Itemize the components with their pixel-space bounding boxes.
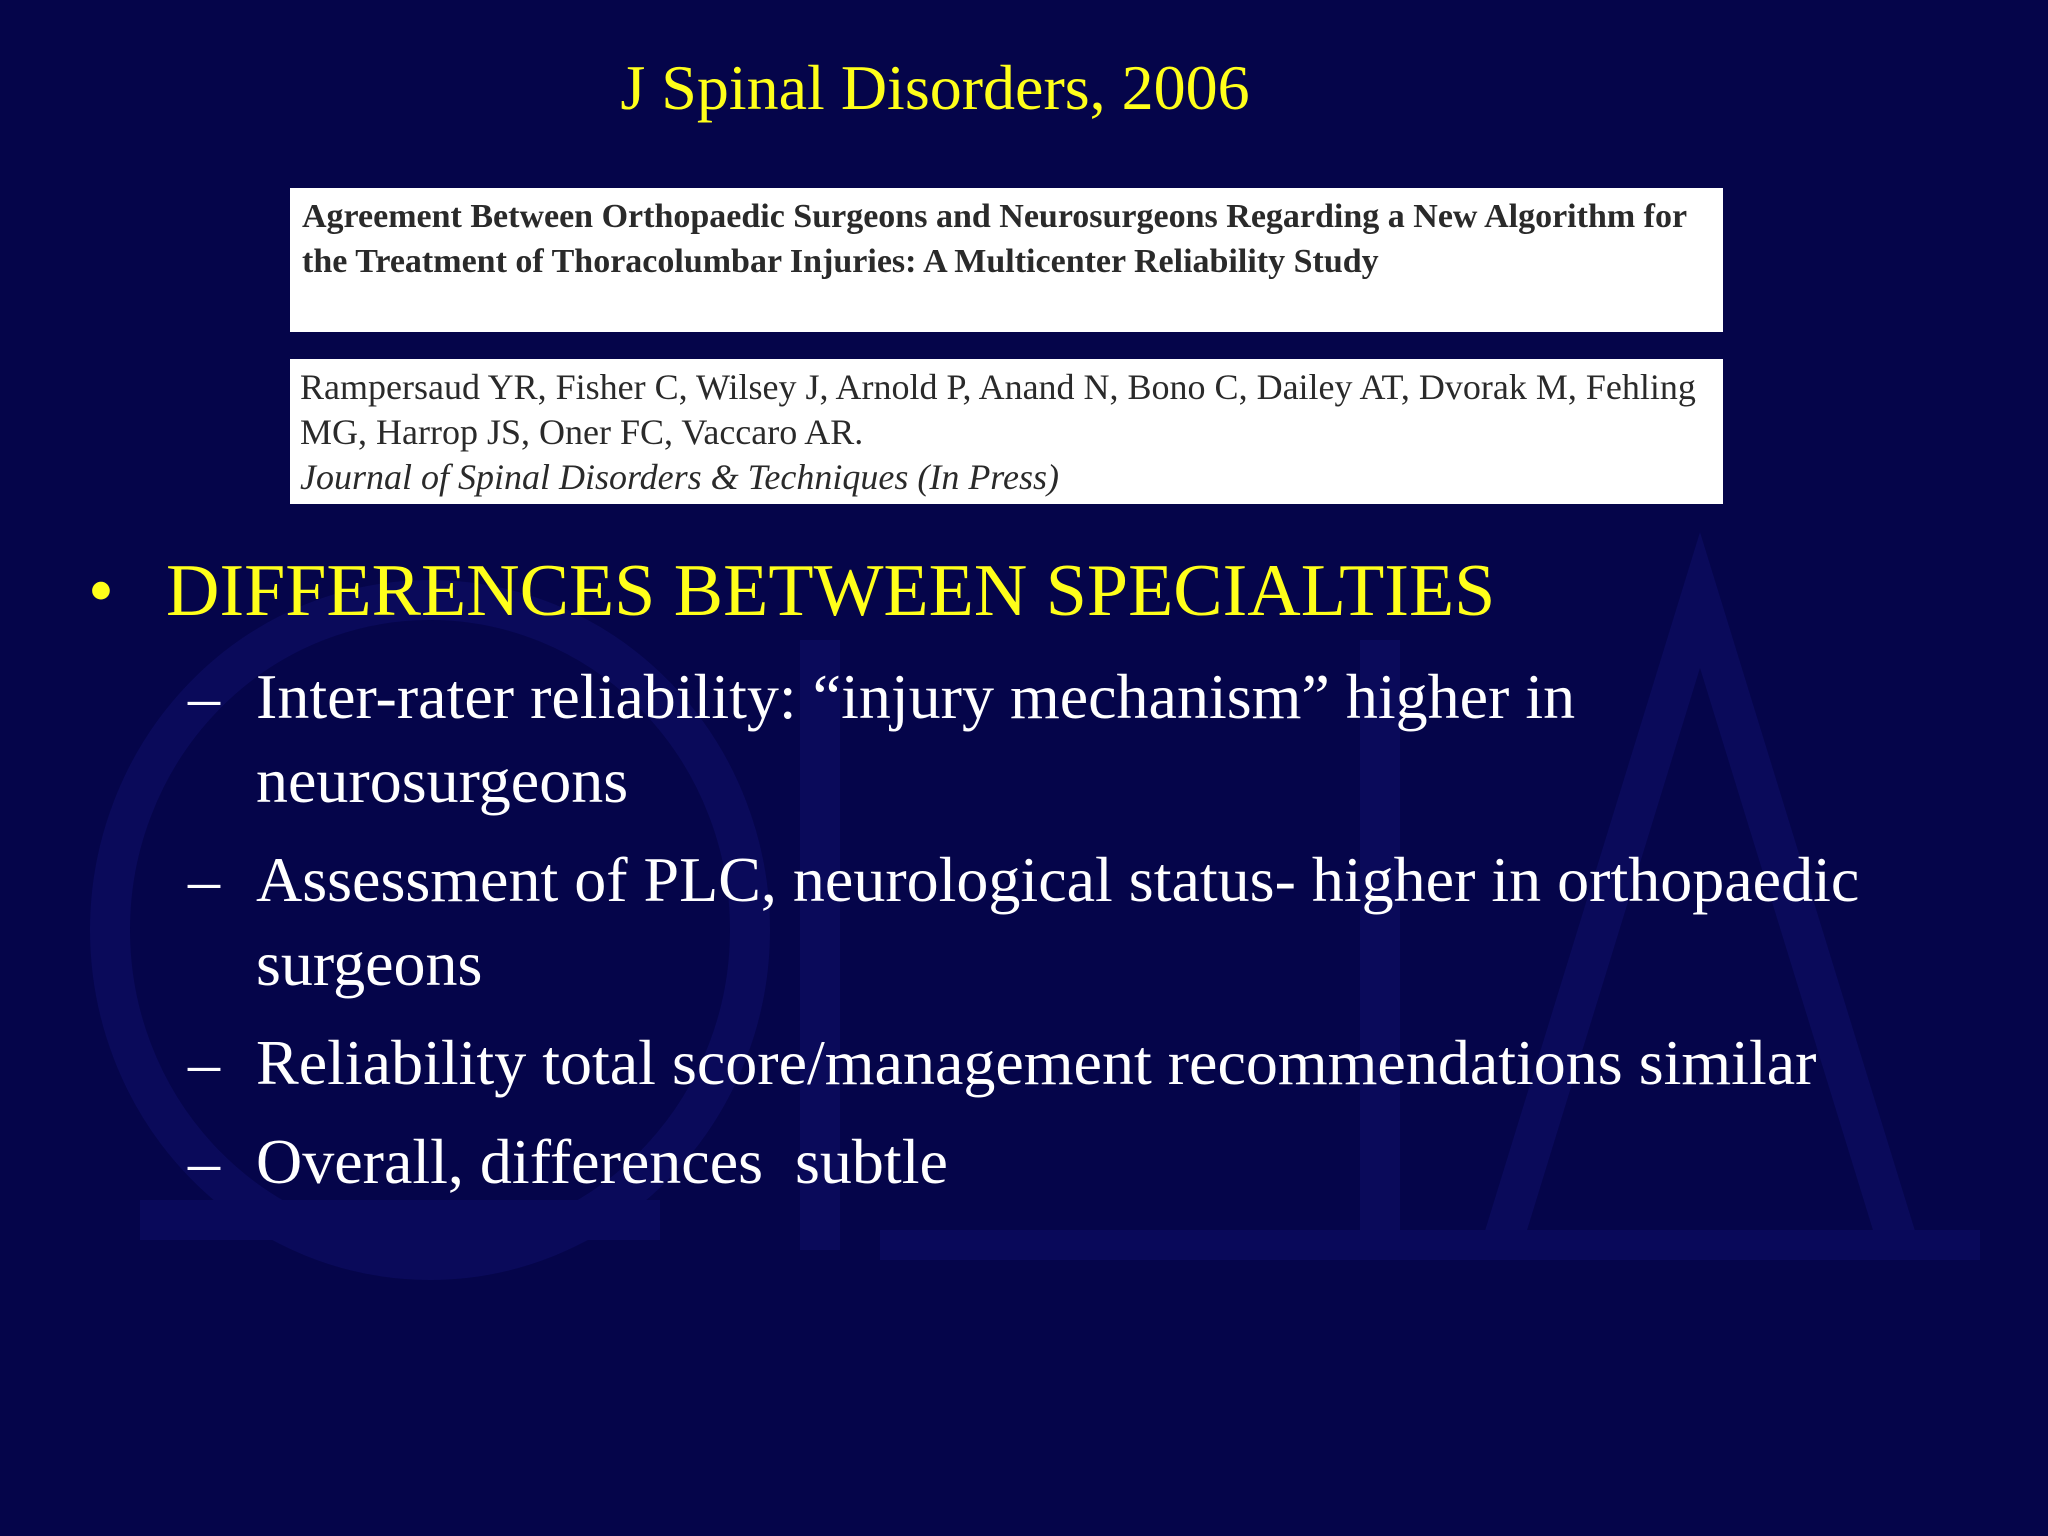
dash-marker: – (188, 661, 220, 732)
slide-title: J Spinal Disorders, 2006 (620, 52, 1250, 123)
main-bullet-text: DIFFERENCES BETWEEN SPECIALTIES (166, 550, 1496, 632)
list-item (188, 1120, 1948, 1204)
list-item-text: Reliability total score/management recommendations similar (256, 1027, 1817, 1098)
list-item-text: Assessment of PLC, neurological status- higher in orthopaedic surgeons (256, 844, 1860, 999)
list-item (188, 838, 1948, 1006)
list-item (188, 655, 1948, 823)
list-item-text: Overall, differences subtle (256, 1126, 948, 1197)
list-item-text: Inter-rater reliability: “injury mechanism” higher in neurosurgeons (256, 661, 1576, 816)
dash-marker: – (188, 1027, 220, 1098)
bullet-marker: • (88, 550, 114, 632)
sub-bullet-list (188, 655, 1948, 1219)
citation-journal: Journal of Spinal Disorders & Techniques (In Press) (300, 457, 1059, 497)
article-title: Agreement Between Orthopaedic Surgeons and Neurosurgeons Regarding a New Algorithm for the Treatment of Thoracolumbar Injuries: A Multicenter Reliability Study (302, 198, 1687, 280)
article-title-box (290, 188, 1723, 332)
dash-marker: – (188, 844, 220, 915)
citation-box (290, 359, 1723, 504)
main-bullet (88, 548, 1988, 634)
list-item (188, 1021, 1948, 1105)
citation-authors: Rampersaud YR, Fisher C, Wilsey J, Arnold P, Anand N, Bono C, Dailey AT, Dvorak M, Fehling MG, Harrop JS, Oner FC, Vaccaro AR. (300, 367, 1696, 452)
dash-marker: – (188, 1126, 220, 1197)
